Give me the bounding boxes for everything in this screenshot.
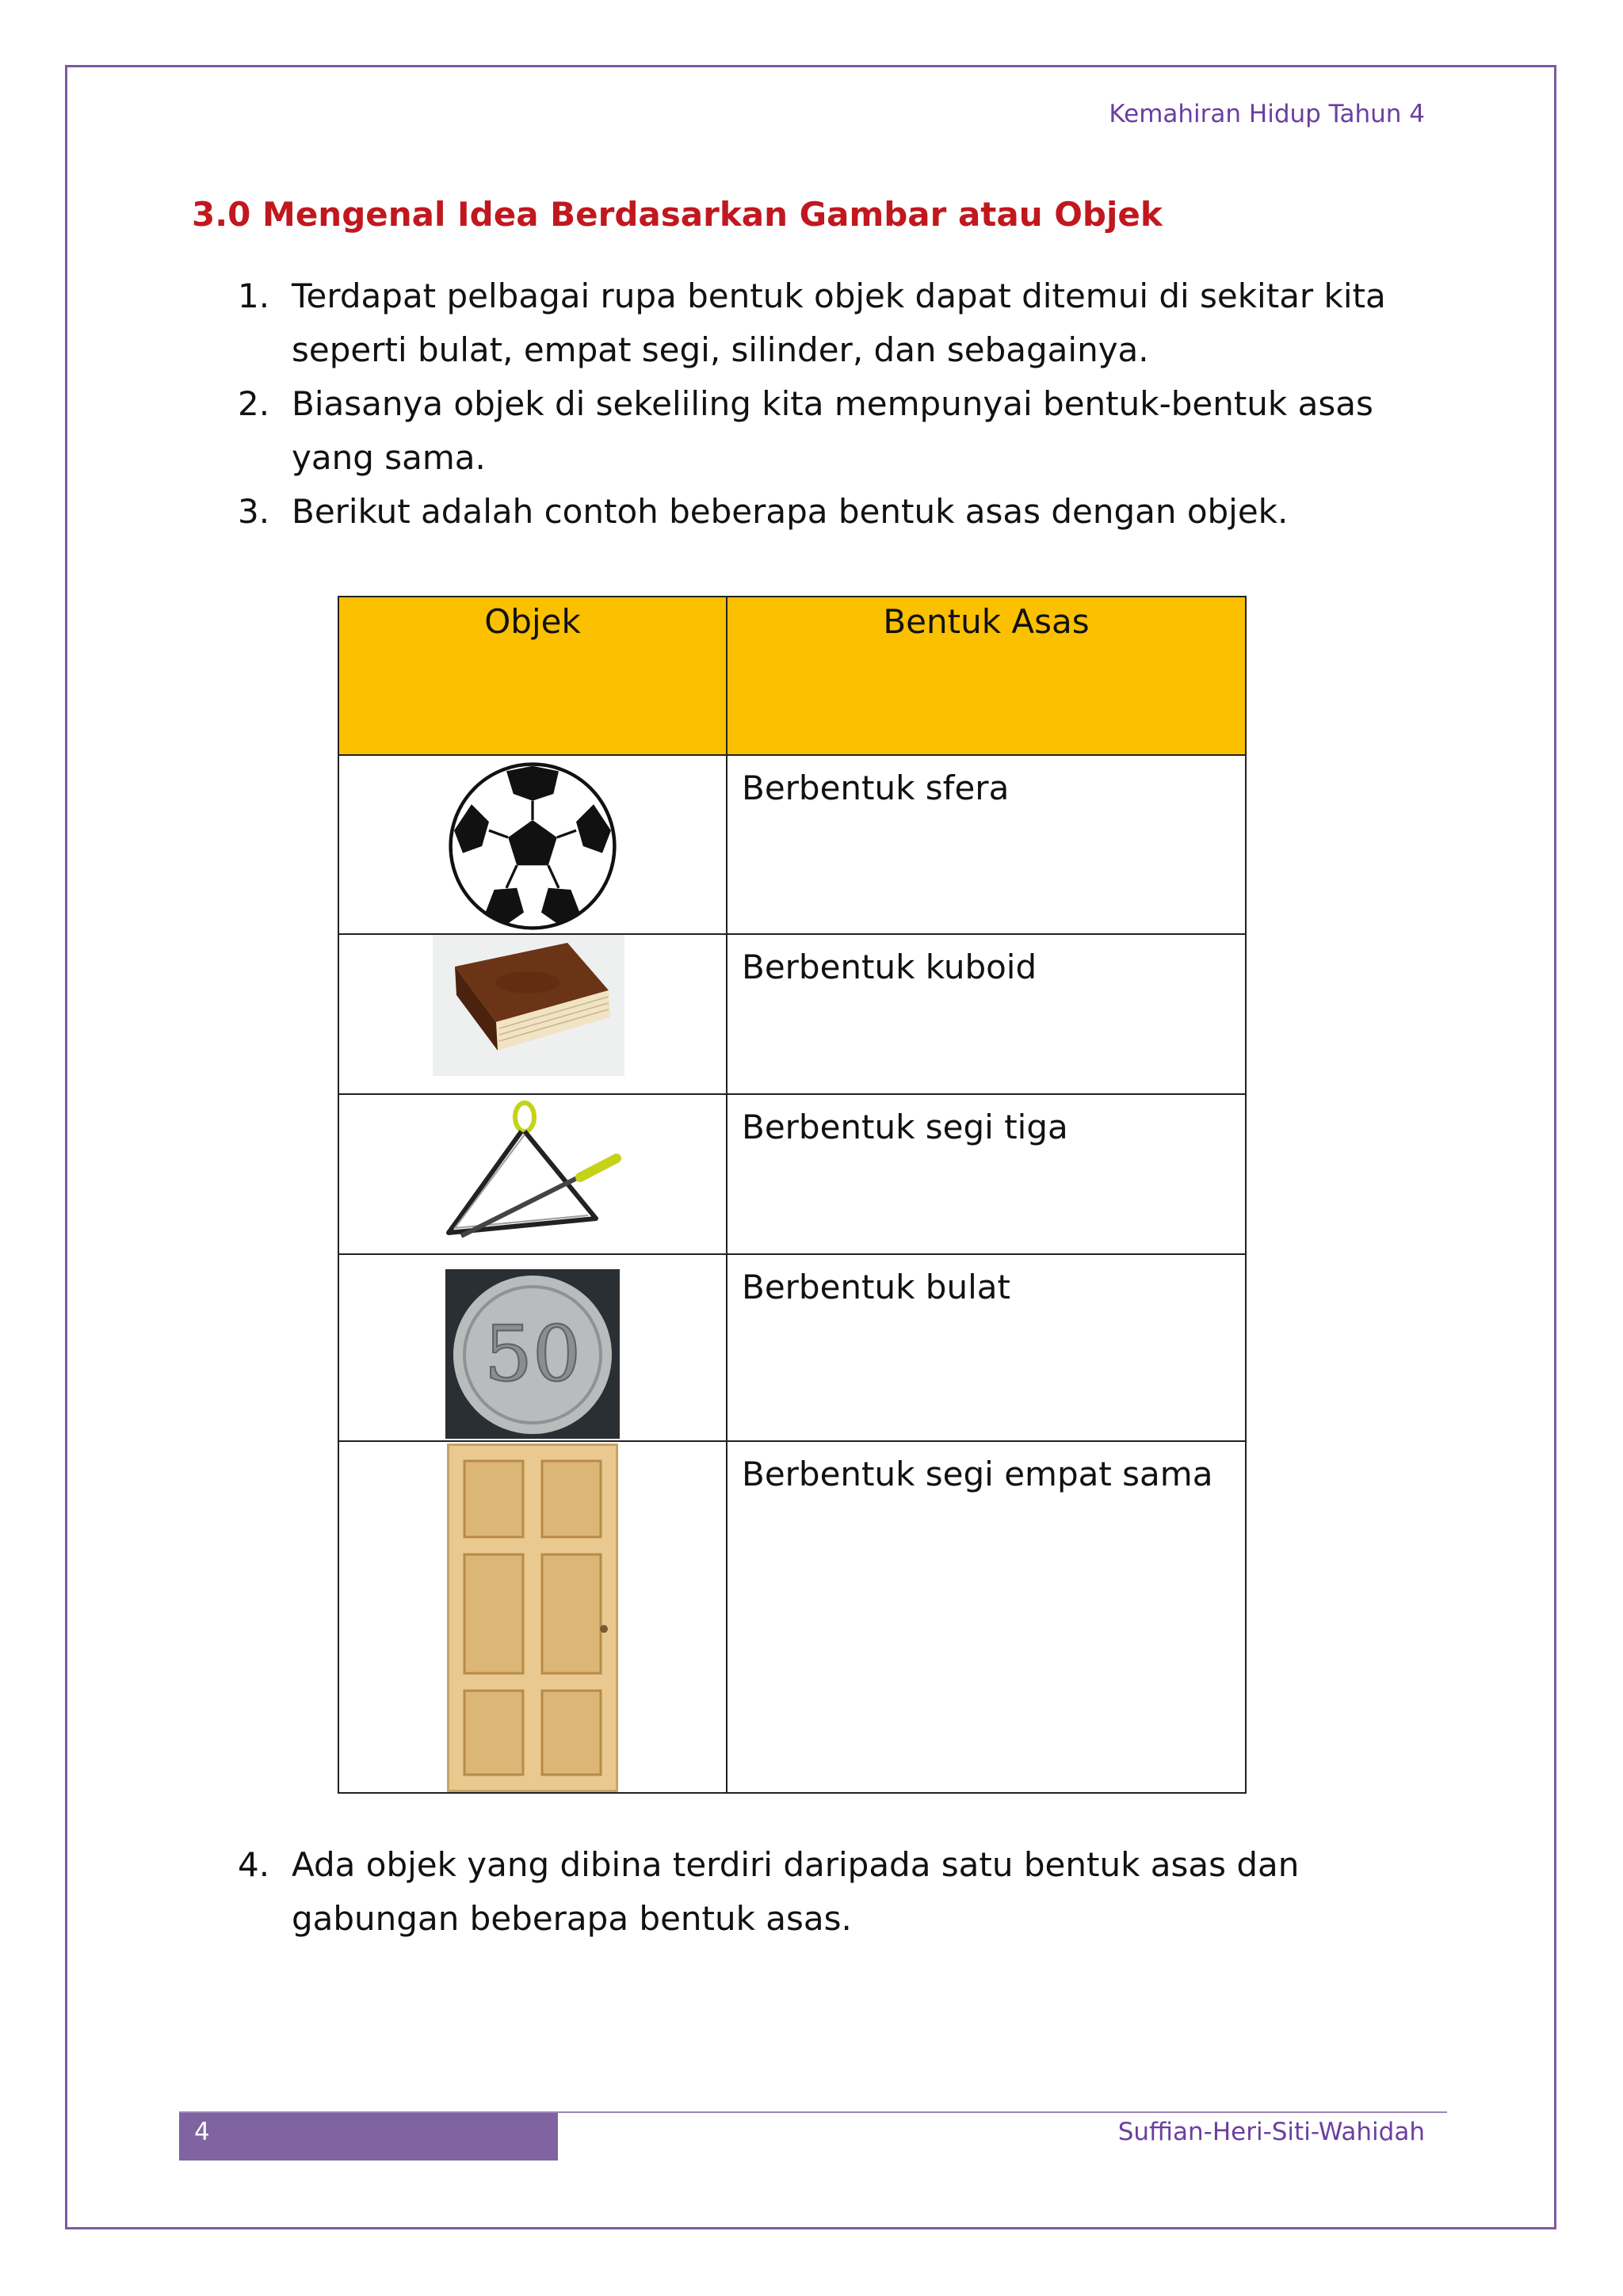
list-text: Berikut adalah contoh beberapa bentuk asas dengan objek. <box>292 492 1289 531</box>
list-number: 4. <box>238 1845 270 1884</box>
list-item <box>238 1838 1474 1946</box>
running-header: Kemahiran Hidup Tahun 4 <box>1109 100 1425 128</box>
section-title: 3.0 Mengenal Idea Berdasarkan Gambar atau Objek <box>192 195 1163 234</box>
shape-cell <box>727 1441 1246 1793</box>
coin-image <box>445 1269 620 1439</box>
list-item <box>238 377 1442 485</box>
list-number: 1. <box>238 277 270 315</box>
numbered-list <box>238 269 1442 539</box>
shape-label: Berbentuk sfera <box>742 769 1010 807</box>
table-row <box>338 1094 1246 1254</box>
table-row <box>338 1441 1246 1793</box>
shape-cell <box>727 755 1246 934</box>
shape-cell <box>727 934 1246 1094</box>
footer-authors: Suffian-Heri-Siti-Wahidah <box>1117 2118 1425 2146</box>
shape-label: Berbentuk kuboid <box>742 948 1037 986</box>
object-cell <box>338 934 727 1094</box>
shapes-table <box>338 596 1247 1794</box>
header-objek: Objek <box>338 597 727 755</box>
list-text: Biasanya objek di sekeliling kita mempunyai bentuk-bentuk asas yang sama. <box>292 384 1373 477</box>
list-text: Terdapat pelbagai rupa bentuk objek dapat ditemui di sekitar kita seperti bulat, empat segi, silinder, dan sebagainya. <box>292 277 1386 369</box>
object-cell <box>338 755 727 934</box>
list-item-4 <box>238 1838 1474 1946</box>
triangle-instrument-image <box>437 1100 628 1250</box>
coin-value: 50 <box>483 1310 582 1398</box>
object-cell <box>338 1441 727 1793</box>
shape-label: Berbentuk segi tiga <box>742 1108 1068 1146</box>
table-row <box>338 755 1246 934</box>
table-row <box>338 1254 1246 1441</box>
list-number: 2. <box>238 384 270 423</box>
list-item <box>238 485 1442 539</box>
shape-label: Berbentuk bulat <box>742 1268 1010 1306</box>
table-header-row <box>338 597 1246 755</box>
shape-cell <box>727 1254 1246 1441</box>
header-bentuk-asas: Bentuk Asas <box>727 597 1246 755</box>
shape-label: Berbentuk segi empat sama <box>742 1455 1213 1493</box>
page-number: 4 <box>194 2118 210 2146</box>
list-item <box>238 269 1442 377</box>
object-cell <box>338 1094 727 1254</box>
footer-bar <box>179 2113 558 2161</box>
list-number: 3. <box>238 492 270 531</box>
shape-cell <box>727 1094 1246 1254</box>
football-image <box>445 759 620 933</box>
list-text: Ada objek yang dibina terdiri daripada satu bentuk asas dan gabungan beberapa bentuk asas. <box>292 1845 1300 1938</box>
table-row <box>338 934 1246 1094</box>
door-image <box>447 1444 618 1792</box>
object-cell <box>338 1254 727 1441</box>
book-image <box>433 935 624 1076</box>
